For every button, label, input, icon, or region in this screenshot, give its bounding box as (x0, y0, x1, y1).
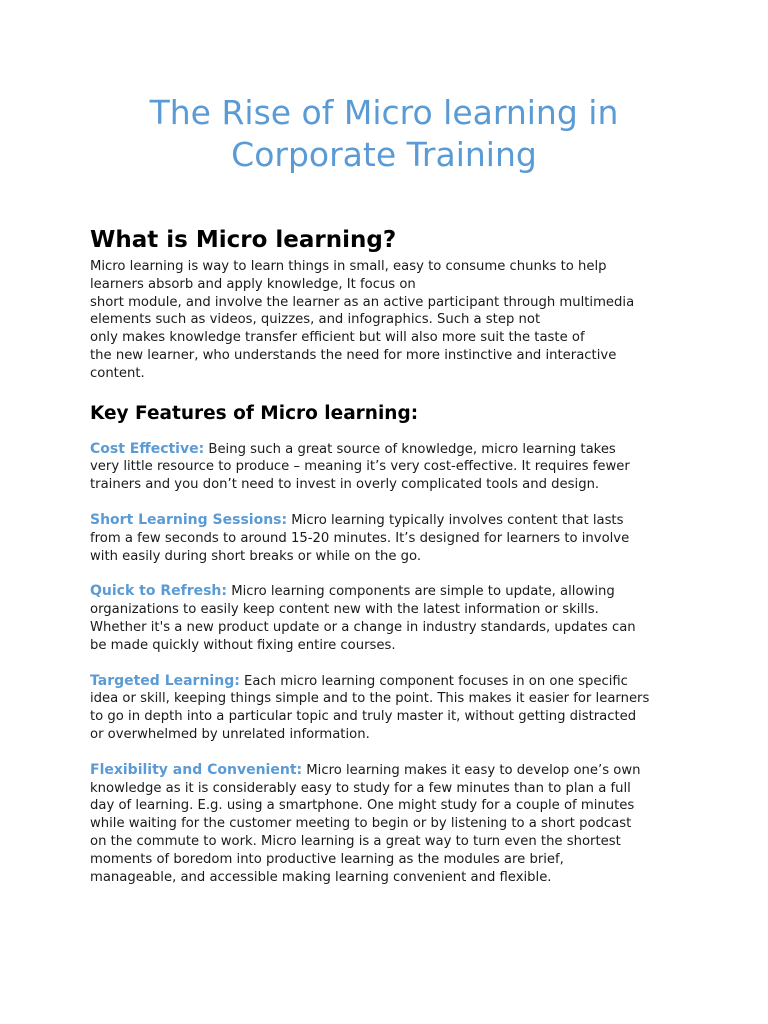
feature-text: Micro learning typically involves content that lasts (287, 512, 624, 528)
paragraph-line: on the commute to work. Micro learning is a great way to turn even the shortest (90, 833, 621, 849)
paragraph-line: content. (90, 365, 145, 381)
feature-text: Micro learning makes it easy to develop one’s own (302, 762, 641, 778)
paragraph-line: day of learning. E.g. using a smartphone. One might study for a couple of minutes (90, 798, 635, 814)
feature-first-line (90, 762, 690, 780)
feature-first-line (90, 673, 690, 691)
feature-targeted-learning (90, 673, 690, 744)
feature-label: Targeted Learning: (90, 672, 240, 689)
paragraph-line: the new learner, who understands the need for more instinctive and interactive (90, 347, 617, 363)
feature-label: Short Learning Sessions: (90, 511, 288, 528)
paragraph-line: while waiting for the customer meeting to begin or by listening to a short podcast (90, 816, 632, 832)
document-title (40, 92, 728, 176)
feature-label: Flexibility and Convenient: (90, 761, 303, 778)
paragraph-line: elements such as videos, quizzes, and infographics. Such a step not (90, 312, 541, 328)
paragraph-line: organizations to easily keep content new with the latest information or skills. (90, 602, 599, 618)
paragraph-line: learners absorb and apply knowledge, It focus on (90, 276, 416, 292)
feature-first-line (90, 583, 690, 601)
paragraph-line: very little resource to produce – meaning it’s very cost-effective. It requires fewer (90, 459, 630, 475)
paragraph-line: be made quickly without fixing entire courses. (90, 637, 396, 653)
intro-paragraph (90, 258, 690, 383)
paragraph-line: moments of boredom into productive learning as the modules are brief, (90, 851, 564, 867)
paragraph-line: or overwhelmed by unrelated information. (90, 726, 370, 742)
paragraph-line: short module, and involve the learner as an active participant through multimedia (90, 294, 635, 310)
feature-cost-effective (90, 441, 690, 494)
feature-first-line (90, 512, 690, 530)
feature-label: Quick to Refresh: (90, 583, 227, 600)
paragraph-line: Whether it's a new product update or a change in industry standards, updates can (90, 619, 636, 635)
paragraph-line: from a few seconds to around 15-20 minutes. It’s designed for learners to involve (90, 530, 630, 546)
paragraph-line: Micro learning is way to learn things in small, easy to consume chunks to help (90, 259, 607, 274)
feature-text: Micro learning components are simple to update, allowing (227, 584, 615, 600)
feature-text: Each micro learning component focuses in on one specific (239, 673, 628, 689)
paragraph-line: to go in depth into a particular topic and truly master it, without getting distracted (90, 709, 637, 725)
paragraph-line: trainers and you don’t need to invest in overly complicated tools and design. (90, 477, 600, 493)
section-heading-key-features: Key Features of Micro learning: (90, 402, 419, 424)
paragraph-line: with easily during short breaks or while on the go. (90, 548, 422, 564)
feature-flexibility-and-convenient (90, 762, 690, 887)
feature-quick-to-refresh (90, 583, 690, 654)
title-line-1: The Rise of Micro learning in (149, 93, 619, 132)
title-line-2: Corporate Training (231, 135, 537, 174)
paragraph-line: idea or skill, keeping things simple and to the point. This makes it easier for learners (90, 691, 650, 707)
feature-text: Being such a great source of knowledge, micro learning takes (204, 441, 616, 457)
paragraph-line: only makes knowledge transfer efficient but will also more suit the taste of (90, 330, 585, 346)
paragraph-line: manageable, and accessible making learning convenient and flexible. (90, 869, 552, 885)
section-heading-what-is: What is Micro learning? (90, 227, 397, 253)
feature-short-learning-sessions (90, 512, 690, 565)
paragraph-line: knowledge as it is considerably easy to study for a few minutes than to plan a full (90, 780, 631, 796)
feature-label: Cost Effective: (90, 440, 205, 457)
feature-first-line (90, 441, 690, 459)
document-body (90, 224, 690, 886)
